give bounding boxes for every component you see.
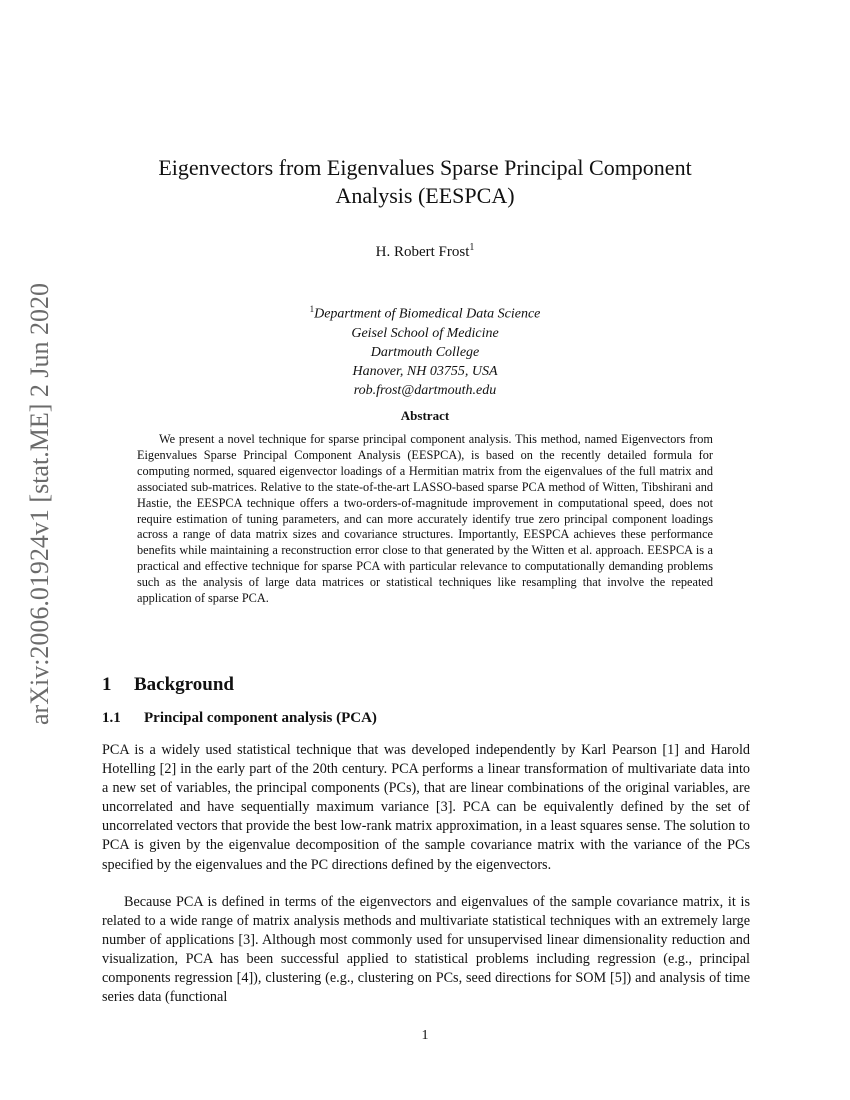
affil-school: Geisel School of Medicine — [351, 325, 499, 341]
affil-email: rob.frost@dartmouth.edu — [353, 382, 497, 398]
author — [100, 242, 750, 261]
section-heading — [102, 674, 234, 696]
abstract-heading: Abstract — [400, 408, 450, 423]
page-number: 1 — [421, 1028, 429, 1043]
arxiv-stamp: arXiv:2006.01924v1 [stat.ME] 2 Jun 2020 — [25, 283, 54, 725]
affil-college: Dartmouth College — [370, 344, 480, 360]
subsection-title: Principal component analysis (PCA) — [144, 710, 377, 726]
affil-dept-line — [200, 300, 650, 324]
affil-location: Hanover, NH 03755, USA — [352, 363, 498, 379]
paper-title — [100, 154, 750, 210]
affil-dept: Department of Biomedical Data Science — [314, 306, 541, 322]
title-line-1: Eigenvectors from Eigenvalues Sparse Principal Component — [158, 155, 692, 180]
subsection-heading — [102, 710, 377, 727]
body-paragraph-2: Because PCA is defined in terms of the eigenvectors and eigenvalues of the sample covariance matrix, it is related to a wide range of matrix analysis methods and multivariate statistical techniques with an extremely large number of applications [3]. Although most commonly used for unsupervised linear dimensionality reduction and visualization, PCA has been successful applied to statistical problems including regression (e.g., principal components regression [4]), clustering (e.g., clustering on PCs, seed directions for SOM [5]) and analysis of time series data (functional — [102, 894, 750, 1006]
author-sup: 1 — [469, 242, 475, 253]
body-paragraph-1: PCA is a widely used statistical technique that was developed independently by Karl Pearson [1] and Harold Hotelling [2] in the early part of the 20th century. PCA performs a linear transformation of multivariate data into a new set of variables, the principal components (PCs), that are linear combinations of the original variables, are uncorrelated and have sequentially maximum variance [3]. PCA can be equivalently defined by the set of uncorrelated vectors that provide the best low-rank matrix approximation, in a least squares sense. The solution to PCA is given by the eigenvalue decomposition of the sample covariance matrix with the variance of the PCs specified by the eigenvalues and the PC directions defined by the eigenvectors. — [102, 742, 750, 873]
affiliation — [200, 300, 650, 400]
subsection-number: 1.1 — [102, 710, 121, 726]
affil-sup: 1 — [309, 304, 315, 314]
title-line-2: Analysis (EESPCA) — [335, 183, 515, 208]
abstract-text: We present a novel technique for sparse principal component analysis. This method, named Eigenvectors from Eigenvalues Sparse Principal Component Analysis (EESPCA), is based on the recently detailed formula for computing normed, squared eigenvector loadings of a Hermitian matrix from the eigenvalues of the full matrix and associated sub-matrices. Relative to the state-of-the-art LASSO-based sparse PCA method of Witten, Tibshirani and Hastie, the EESPCA technique offers a two-orders-of-magnitude improvement in computational speed, does not require estimation of tuning parameters, and can more accurately identify true zero principal component loadings across a range of data matrix sizes and covariance structures. Importantly, EESPCA achieves these performance benefits while maintaining a reconstruction error close to that generated by the Witten et al. approach. EESPCA is a practical and effective technique for sparse PCA with particular relevance to computationally demanding problems such as the analysis of large data matrices or statistical techniques like resampling that involve the repeated application of sparse PCA. — [137, 432, 713, 606]
author-name: H. Robert Frost — [375, 244, 470, 260]
section-title: Background — [134, 674, 234, 695]
section-number: 1 — [102, 674, 112, 695]
